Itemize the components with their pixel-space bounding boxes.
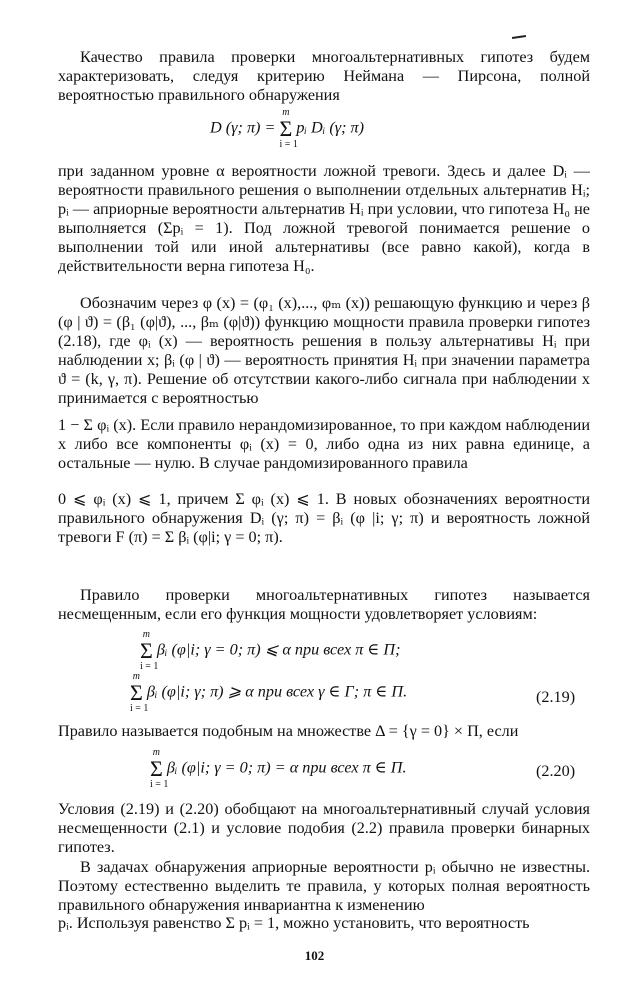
paragraph-7b: pᵢ. Используя равенство Σ pᵢ = 1, можно установить, что вероятность (58, 914, 530, 932)
eq1-lhs: D (γ; π) = (210, 118, 276, 137)
margin-mark (512, 35, 526, 39)
eq1-rhs: pᵢ Dᵢ (γ; π) (296, 118, 365, 137)
paragraph-5: Правило называется подобным на множестве Δ = {γ = 0} × Π, если (58, 722, 519, 740)
paragraph-2: при заданном уровне α вероятности ложной тревоги. Здесь и далее Dᵢ — вероятности правильного решения о выполнении отдельных альтернатив Hᵢ; pᵢ — априорные вероятности альтернатив Hᵢ при условии, что гипотеза H₀ не выполняется (Σpᵢ = 1). Под ложной тревогой понимается решение о выполнении той или иной альтернативы (все равно какой), когда в действительности верна гипотеза H₀. (58, 162, 590, 275)
paragraph-3: Обозначим через φ (x) = (φ₁ (x),..., φₘ (x)) решающую функцию и через β (φ | ϑ) = (β₁ (φ|ϑ), ..., βₘ (φ|ϑ)) функцию мощности правила проверки гипотез (2.18), где φᵢ (x) — вероятность решения в пользу альтернативы Hᵢ при наблюдении x; βᵢ (φ | ϑ) — вероятность принятия Hᵢ при значении параметра ϑ = (k, γ, π). Решение об отсутствии какого-либо сигнала при наблюдении x принимается с вероятностью (58, 294, 590, 407)
paragraph-6: Условия (2.19) и (2.20) обобщают на многоальтернативный случай условия несмещенности (2.1) и условие подобия (2.2) правила проверки бинарных гипотез. (58, 800, 590, 856)
page-number: 102 (304, 948, 325, 963)
paragraph-7: В задачах обнаружения априорные вероятности pᵢ обычно не известны. Поэтому естественно выделить те правила, у которых полная вероятность правильного обнаружения инвариантна к изменению (58, 858, 590, 914)
equation-number-219: (2.19) (536, 688, 576, 706)
paragraph-1: Качество правила проверки многоальтернативных гипотез будем характеризовать, следуя критерию Неймана — Пирсона, полной вероятностью правильного обнаружения (58, 48, 590, 104)
equation-220: m Σ i = 1 βᵢ (φ|i; γ = 0; π) = α при всех π ∈ Π. (150, 747, 407, 790)
equation-number-220: (2.20) (536, 762, 576, 780)
equation-219-b: m Σ i = 1 βᵢ (φ|i; γ; π) ⩾ α при всех γ ∈ Γ; π ∈ Π. (130, 671, 408, 714)
equation-219-a: m Σ i = 1 βᵢ (φ|i; γ = 0; π) ⩽ α при всех π ∈ Π; (140, 629, 401, 672)
paragraph-4: Правило проверки многоальтернативных гипотез называется несмещенным, если его функция мощности удовлетворяет условиям: (58, 586, 590, 623)
equation-detection-probability (210, 107, 365, 150)
paragraph-3c: 0 ⩽ φᵢ (x) ⩽ 1, причем Σ φᵢ (x) ⩽ 1. В новых обозначениях вероятности правильного обнаружения Dᵢ (γ; π) = βᵢ (φ |i; γ; π) и вероятность ложной тревоги F (π) = Σ βᵢ (φ|i; γ = 0; π). (58, 490, 590, 546)
paragraph-3b: 1 − Σ φᵢ (x). Если правило нерандомизированное, то при каждом наблюдении x либо все компоненты φᵢ (x) = 0, либо одна из них равна единице, а остальные — нулю. В случае рандомизированного правила (58, 416, 590, 472)
sum-symbol: m Σ i = 1 (279, 107, 298, 150)
